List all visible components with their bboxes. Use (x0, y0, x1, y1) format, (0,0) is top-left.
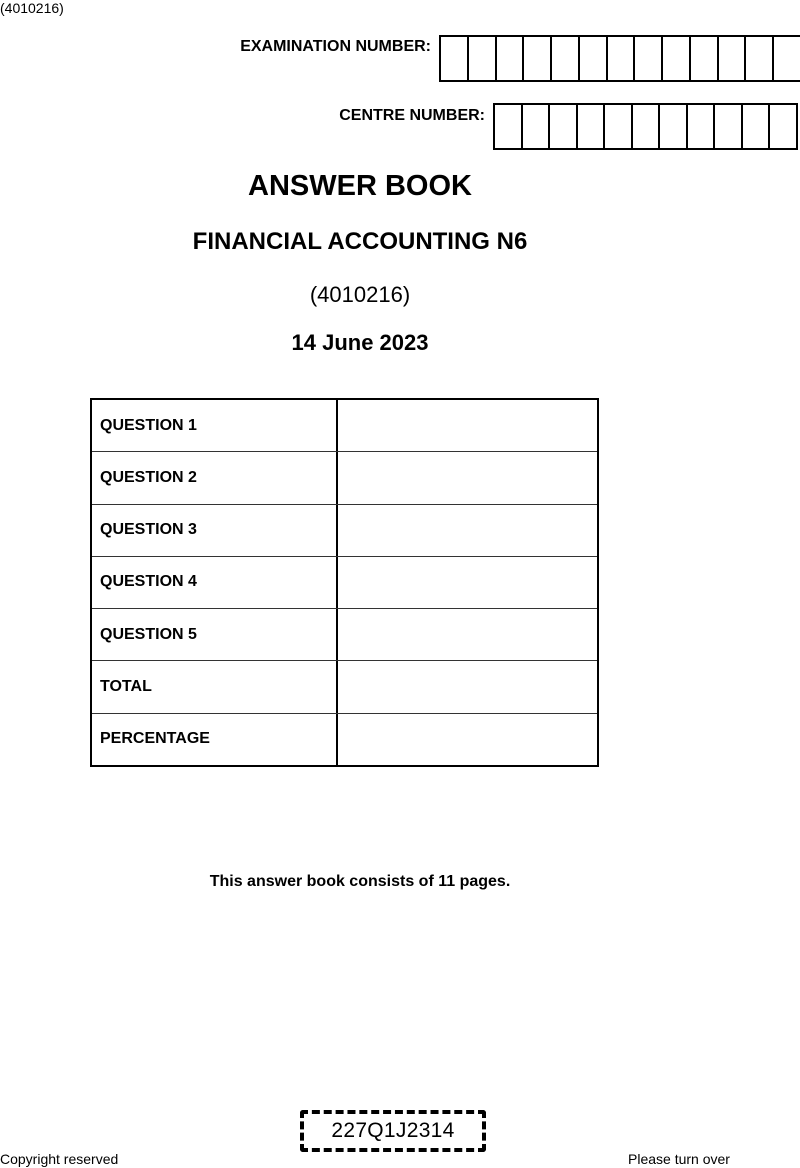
centre-number-label: CENTRE NUMBER: (339, 107, 485, 124)
marks-table (90, 398, 599, 767)
digit-box[interactable] (580, 37, 608, 80)
digit-box[interactable] (715, 105, 743, 148)
footer-copyright: Copyright reserved (0, 1151, 119, 1167)
row-label: QUESTION 1 (92, 400, 338, 451)
digit-box[interactable] (608, 37, 636, 80)
digit-box[interactable] (635, 37, 663, 80)
row-label: QUESTION 5 (92, 609, 338, 660)
digit-box[interactable] (746, 37, 774, 80)
mark-cell[interactable] (338, 452, 597, 503)
page-title: ANSWER BOOK (248, 170, 472, 202)
subject-code: (4010216) (309, 282, 411, 307)
row-label: QUESTION 4 (92, 557, 338, 608)
mark-cell[interactable] (338, 661, 597, 712)
digit-box[interactable] (441, 37, 469, 80)
table-row (92, 714, 597, 765)
table-row (92, 557, 597, 609)
digit-box[interactable] (550, 105, 578, 148)
digit-box[interactable] (691, 37, 719, 80)
row-label: PERCENTAGE (92, 714, 338, 765)
digit-box[interactable] (469, 37, 497, 80)
digit-box[interactable] (719, 37, 747, 80)
header-paper-code: (4010216) (0, 0, 64, 16)
mark-cell[interactable] (338, 400, 597, 451)
table-row (92, 505, 597, 557)
digit-box[interactable] (495, 105, 523, 148)
digit-box[interactable] (660, 105, 688, 148)
barcode-text: 227Q1J2314 (331, 1119, 455, 1142)
digit-box[interactable] (633, 105, 661, 148)
mark-cell[interactable] (338, 714, 597, 765)
digit-box[interactable] (497, 37, 525, 80)
digit-box[interactable] (774, 37, 800, 80)
subject-title: FINANCIAL ACCOUNTING N6 (192, 228, 528, 255)
barcode-label (300, 1110, 486, 1152)
row-label: QUESTION 2 (92, 452, 338, 503)
digit-box[interactable] (552, 37, 580, 80)
footer-turn-over: Please turn over (628, 1151, 730, 1167)
mark-cell[interactable] (338, 557, 597, 608)
table-row (92, 661, 597, 713)
exam-date: 14 June 2023 (291, 330, 429, 355)
row-label: QUESTION 3 (92, 505, 338, 556)
digit-box[interactable] (743, 105, 771, 148)
examination-number-label: EXAMINATION NUMBER: (240, 38, 431, 55)
digit-box[interactable] (578, 105, 606, 148)
row-label: TOTAL (92, 661, 338, 712)
digit-box[interactable] (524, 37, 552, 80)
digit-box[interactable] (770, 105, 796, 148)
digit-box[interactable] (523, 105, 551, 148)
table-row (92, 452, 597, 504)
table-row (92, 609, 597, 661)
mark-cell[interactable] (338, 609, 597, 660)
page-count-note: This answer book consists of 11 pages. (209, 873, 511, 890)
digit-box[interactable] (663, 37, 691, 80)
mark-cell[interactable] (338, 505, 597, 556)
table-row (92, 400, 597, 452)
examination-number-grid (439, 35, 800, 82)
digit-box[interactable] (605, 105, 633, 148)
centre-number-grid (493, 103, 798, 150)
digit-box[interactable] (688, 105, 716, 148)
